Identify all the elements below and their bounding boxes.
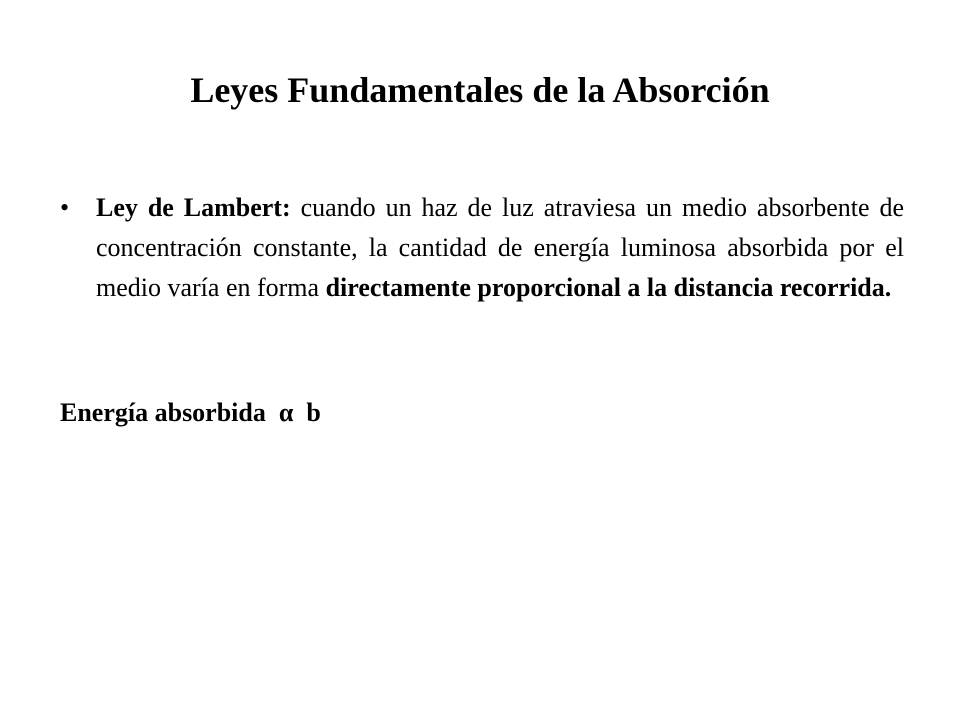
bullet-item bbox=[60, 188, 904, 308]
bullet-paragraph bbox=[96, 188, 904, 308]
law-description: cuando un haz de luz atraviesa un medio absorbente de concentración constante, la cantidad de energía luminosa absorbida por el medio varía en forma bbox=[96, 193, 904, 302]
law-name: Ley de Lambert: bbox=[96, 193, 291, 222]
bullet-marker: • bbox=[60, 193, 70, 222]
law-emphasis: directamente proporcional a la distancia recorrida. bbox=[325, 273, 892, 302]
slide-title: Leyes Fundamentales de la Absorción bbox=[190, 70, 770, 110]
proportionality-formula: Energía absorbida α b bbox=[60, 398, 321, 427]
